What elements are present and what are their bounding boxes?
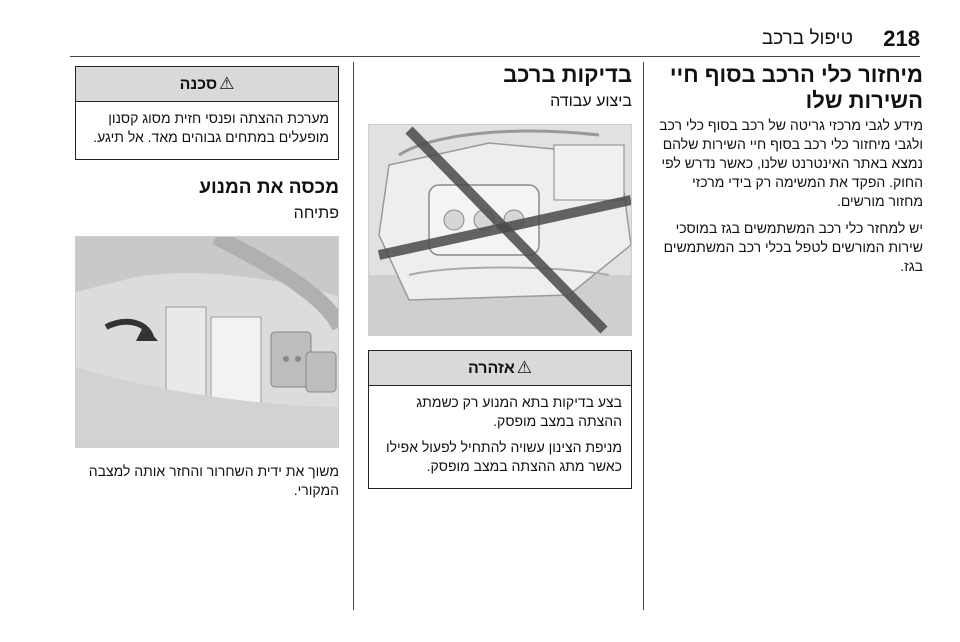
danger-title: סכנה bbox=[179, 76, 218, 93]
hood-release-lever-illustration bbox=[75, 236, 339, 448]
column-divider-right bbox=[643, 62, 644, 610]
danger-paragraph-1: מערכת ההצתה ופנסי חזית מסוג קסנון מופעלים במתחים גבוהים מאד. אל תיגע. bbox=[93, 110, 329, 145]
recycling-section bbox=[655, 62, 923, 284]
danger-header bbox=[76, 67, 338, 102]
warning-paragraph-2: מניפת הצינון עשויה להתחיל לפעול אפילו כאשר מתג ההצתה במצב מופסק. bbox=[385, 439, 622, 474]
bonnet-heading: מכסה את המנוע bbox=[199, 177, 339, 198]
page-number: 218 bbox=[883, 26, 920, 51]
header-divider bbox=[70, 56, 920, 57]
warning-title: אזהרה bbox=[467, 360, 515, 377]
vehicle-checks-heading: בדיקות ברכב bbox=[503, 62, 632, 87]
column-divider-left bbox=[353, 62, 354, 610]
warning-header bbox=[369, 351, 631, 386]
recycling-paragraph-2: יש למחזר כלי רכב המשתמשים בגז במוסכי שירות המורשים לטפל בכלי רכב המשתמשים בגז. bbox=[663, 220, 923, 274]
bonnet-section bbox=[75, 62, 339, 500]
recycling-paragraph-1: מידע לגבי מרכזי גריטה של רכב בסוף כלי רכב ולגבי מיחזור כלי רכב בסוף חיי השירות שלהם נמצא באתר האינטרנט שלנו, כאשר נדרש לפי החוק. הפקד את המשימה רק בידי מרכזי מחזור מורשים. bbox=[659, 117, 923, 209]
warning-paragraph-1: בצע בדיקות בתא המנוע רק כשמתג ההצתה במצב מופסק. bbox=[416, 394, 622, 429]
doing-work-subheading: ביצוע עבודה bbox=[550, 93, 632, 110]
bonnet-caption: משוך את ידית השחרור והחזר אותה למצבה המקורי. bbox=[88, 463, 339, 498]
vehicle-checks-section bbox=[368, 62, 632, 489]
engine-bay-illustration bbox=[368, 124, 632, 336]
warning-triangle-icon: ⚠ bbox=[516, 358, 533, 377]
recycling-heading: מיחזור כלי הרכב בסוף חיי השירות שלו bbox=[669, 62, 923, 113]
section-title: טיפול ברכב bbox=[761, 28, 853, 49]
opening-subheading: פתיחה bbox=[293, 205, 339, 222]
warning-box bbox=[368, 350, 632, 489]
warning-triangle-icon: ⚠ bbox=[219, 74, 235, 93]
danger-box bbox=[75, 66, 339, 160]
